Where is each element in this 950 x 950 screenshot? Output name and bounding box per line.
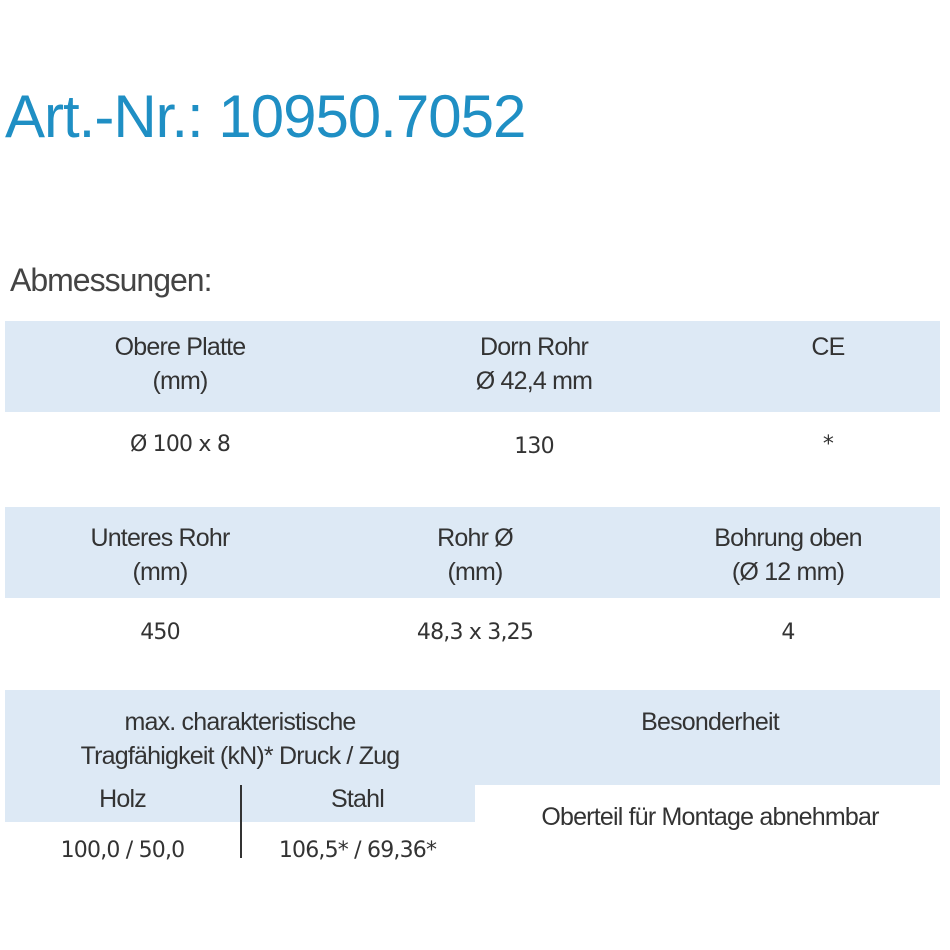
value-holz: 100,0 / 50,0: [60, 838, 185, 863]
header-ce: CE: [811, 333, 845, 361]
column-divider: [240, 785, 242, 858]
value-stahl: 106,5* / 69,36*: [278, 838, 437, 863]
value-ce: *: [822, 432, 834, 457]
value-unteres-rohr: 450: [140, 620, 180, 645]
header-obere-platte: Obere Platte (mm): [114, 333, 246, 395]
header-bohrung-oben: Bohrung oben (Ø 12 mm): [714, 524, 862, 586]
value-bohrung-oben: 4: [781, 620, 795, 645]
article-number-title: Art.-Nr.: 10950.7052: [5, 83, 526, 150]
header-holz: Holz: [99, 785, 146, 813]
header-stahl: Stahl: [331, 785, 384, 813]
header-dorn-rohr: Dorn Rohr Ø 42,4 mm: [475, 333, 593, 395]
value-dorn-rohr: 130: [514, 434, 554, 459]
value-obere-platte: Ø 100 x 8: [129, 432, 231, 457]
header-rohr-durchmesser: Rohr Ø (mm): [437, 524, 513, 586]
section-heading: Abmessungen:: [10, 262, 212, 298]
header-besonderheit: Besonderheit: [641, 708, 779, 736]
header-tragfaehigkeit: max. charakteristische Tragfähigkeit (kN)* Druck / Zug: [80, 708, 400, 770]
value-rohr-durchmesser: 48,3 x 3,25: [416, 620, 534, 645]
header-unteres-rohr: Unteres Rohr (mm): [90, 524, 230, 586]
value-besonderheit: Oberteil für Montage abnehmbar: [541, 803, 879, 831]
